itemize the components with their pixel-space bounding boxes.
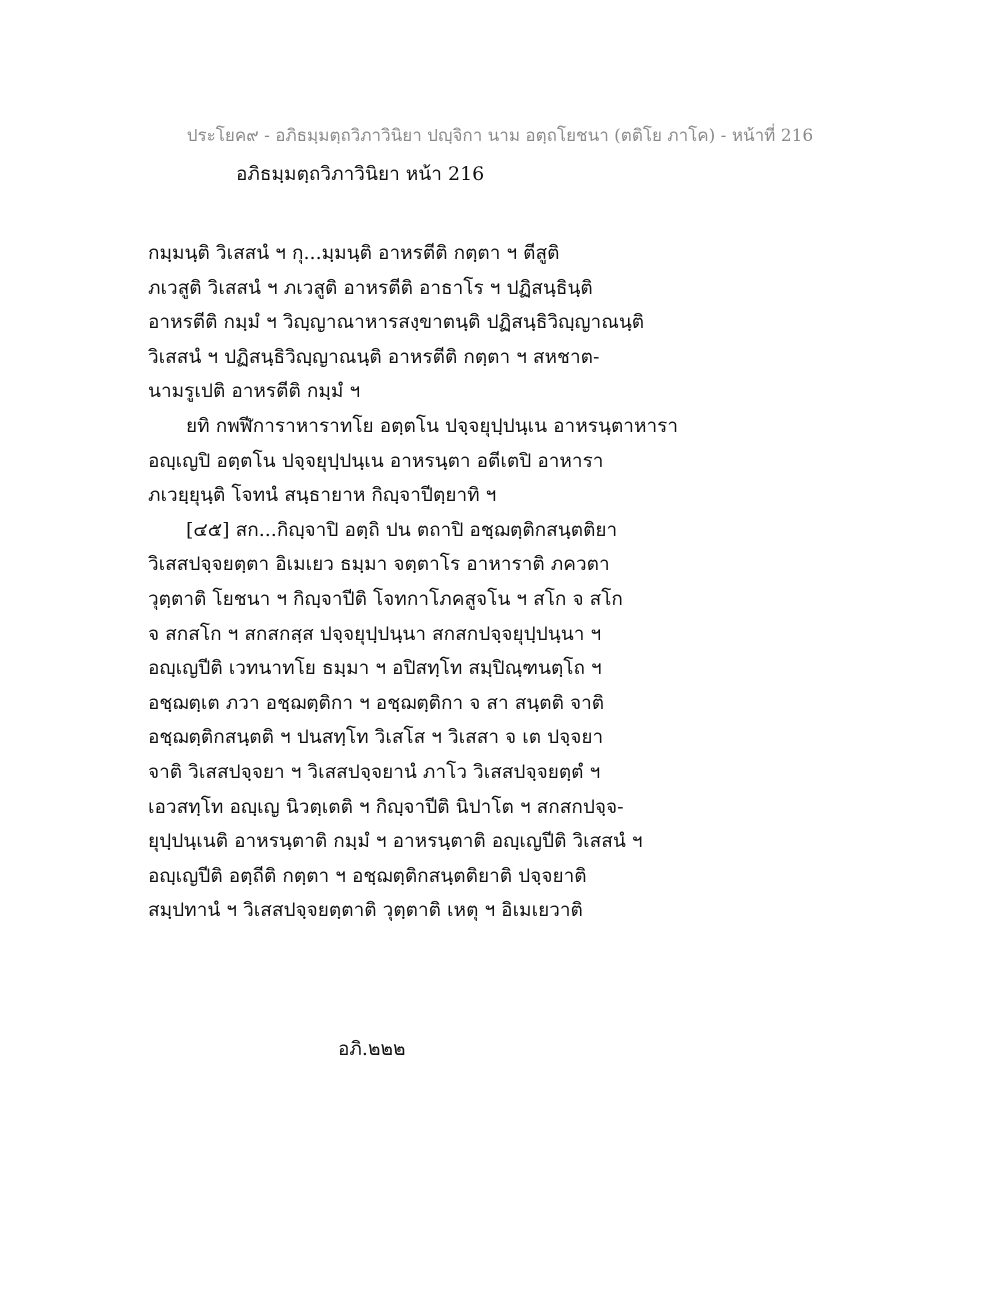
text-line: ภเวยฺยุนฺติ โจทนํ สนฺธายาห กิญฺจาปีตฺยาทิ ฯ <box>148 484 497 507</box>
text-line: วิเสสปจฺจยตฺตา อิเมเยว ธมฺมา จตฺตาโร อาหาราติ ภควตา <box>148 553 610 576</box>
text-line: อญฺเญปิ อตฺตโน ปจฺจยุปฺปนฺเน อาหรนฺตา อตีเตปิ อาหารา <box>148 449 604 472</box>
text-line: อชฺฌตฺติกสนฺตติ ฯ ปนสทฺโท วิเสโส ฯ วิเสสา จ เต ปจฺจยา <box>148 726 604 749</box>
page-signature: อภิ.๒๒๒ <box>338 1038 406 1060</box>
text-line: วิเสสนํ ฯ ปฏิสนฺธิวิญฺญาณนฺติ อาหรตีติ กตฺตา ฯ สหชาต- <box>148 345 600 368</box>
text-line: อาหรตีติ กมฺมํ ฯ วิญฺญาณาหารสงฺขาตนฺติ ปฏิสนฺธิวิญฺญาณนฺติ <box>148 311 645 334</box>
text-line: สมฺปทานํ ฯ วิเสสปจฺจยตฺตาติ วุตฺตาติ เหตุ ฯ อิเมเยวาติ <box>148 899 583 922</box>
text-line: วุตฺตาติ โยชนา ฯ กิญฺจาปีติ โจทกาโภคสูจโน ฯ สโก จ สโก <box>148 587 623 610</box>
text-line: ยทิ กพฬีการาหาราทโย อตฺตโน ปจฺจยุปฺปนฺเน อาหรนฺตาหารา <box>186 414 679 437</box>
text-line: นามรูเปติ อาหรตีติ กมฺมํ ฯ <box>148 380 361 403</box>
text-line: จ สกสโก ฯ สกสกสฺส ปจฺจยุปฺปนฺนา สกสกปจฺจยุปฺปนฺนา ฯ <box>148 622 602 645</box>
text-line: ยุปฺปนฺเนติ อาหรนฺตาติ กมฺมํ ฯ อาหรนฺตาติ อญฺเญปีติ วิเสสนํ ฯ <box>148 830 643 853</box>
text-line: เอวสทฺโท อญฺเญ นิวตฺเตติ ฯ กิญฺจาปีติ นิปาโต ฯ สกสกปจฺจ- <box>148 795 624 818</box>
text-line: ภเวสูติ วิเสสนํ ฯ ภเวสูติ อาหรตีติ อาธาโร ฯ ปฏิสนฺธินฺติ <box>148 276 593 299</box>
text-line: อญฺเญปีติ เวทนาทโย ธมฺมา ฯ อปิสทฺโท สมฺปิณฺฑนตฺโถ ฯ <box>148 657 602 680</box>
text-line: อญฺเญปีติ อตฺถีติ กตฺตา ฯ อชฺฌตฺติกสนฺตติยาติ ปจฺจยาติ <box>148 864 587 887</box>
text-line: อชฺฌตฺเต ภวา อชฺฌตฺติกา ฯ อชฺฌตฺติกา จ สา สนฺตติ จาติ <box>148 691 605 714</box>
text-line: [๔๕] สก...กิญฺจาปิ อตฺถิ ปน ตถาปิ อชฺฌตฺติกสนฺตติยา <box>186 518 618 541</box>
body-text <box>148 236 868 928</box>
page-title: อภิธมฺมตฺถวิภาวินิยา หน้า 216 <box>236 163 485 185</box>
running-head: ประโยค๙ - อภิธมฺมตฺถวิภาวินิยา ปญฺจิกา นาม อตฺถโยชนา (ตติโย ภาโค) - หน้าที่ 216 <box>186 126 814 146</box>
text-line: จาติ วิเสสปจฺจยา ฯ วิเสสปจฺจยานํ ภาโว วิเสสปจฺจยตฺตํ ฯ <box>148 760 601 783</box>
text-line: กมฺมนฺติ วิเสสนํ ฯ กุ...มฺมนฺติ อาหรตีติ กตฺตา ฯ ตีสูติ <box>148 242 560 264</box>
